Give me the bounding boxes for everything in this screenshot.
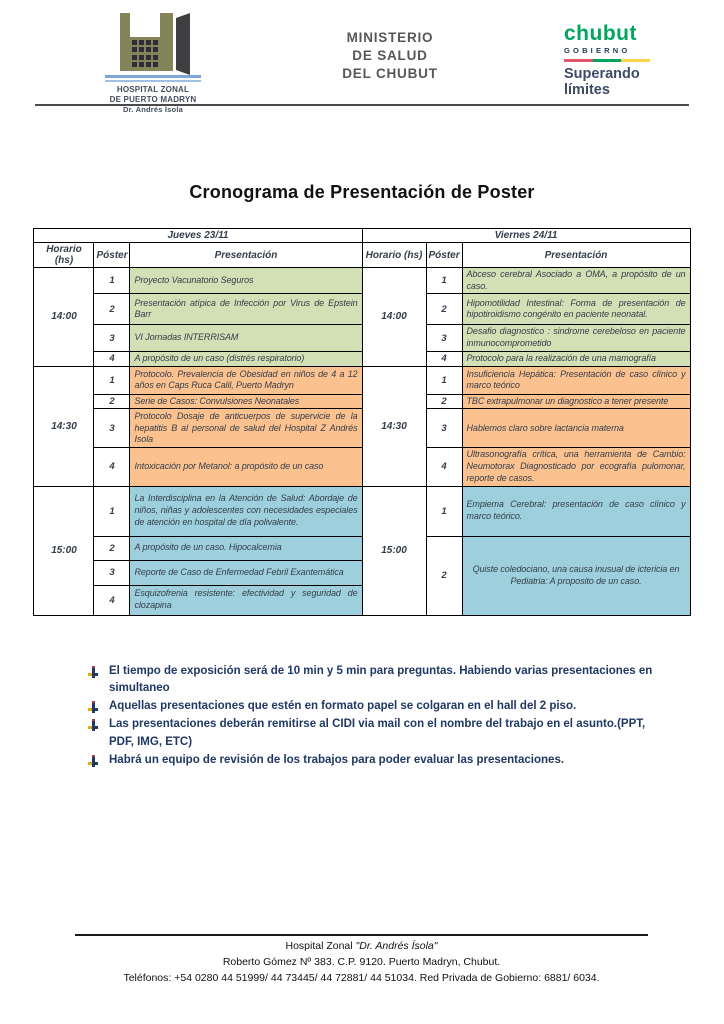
table-row: [34, 536, 690, 560]
poster-number: 2: [94, 294, 130, 325]
presentation-cell: Proyecto Vacunatorio Seguros: [130, 268, 362, 294]
col-header-poster-right: Póster: [426, 243, 462, 268]
time-cell: 14:30: [362, 366, 426, 486]
poster-number: 2: [426, 294, 462, 325]
ministry-line2: DE SALUD: [352, 48, 428, 64]
notes-list: [88, 663, 664, 770]
presentation-cell: Protocolo Dosaje de anticuerpos de supervicie de la hepatitis B al personal de salud del Hospital Z Andrés Isola: [130, 409, 362, 448]
page-header: [0, 0, 724, 114]
column-header-row: [34, 243, 690, 268]
col-header-poster-left: Póster: [94, 243, 130, 268]
page-footer: [75, 934, 648, 986]
building-windows: [130, 37, 160, 71]
time-cell: 14:00: [34, 268, 94, 367]
poster-number: 4: [426, 351, 462, 366]
poster-number: 4: [94, 585, 130, 615]
time-cell: 15:00: [34, 486, 94, 615]
table-row: [34, 366, 690, 394]
presentation-cell: TBC extrapulmonar un diagnostico a tener presente: [462, 394, 690, 409]
presentation-cell: Insuficiencia Hepática: Presentación de caso clínico y marco teórico: [462, 366, 690, 394]
hospital-logo-text: [110, 85, 197, 114]
footer-phones: Teléfonos: +54 0280 44 51999/ 44 73445/ 44 72881/ 44 51034. Red Privada de Gobierno: 6881/ 6034.: [123, 971, 600, 984]
poster-number: 4: [94, 448, 130, 486]
hospital-name-line1: HOSPITAL ZONAL: [116, 85, 190, 94]
hospital-building-icon: [114, 13, 192, 71]
presentation-cell: Hipomotilidad Intestinal: Forma de presentación de hipotiroidismo congénito en paciente neonatal.: [462, 294, 690, 325]
logo-underline-2: [105, 80, 201, 82]
note-text: Las presentaciones deberán remitirse al CIDI via mail con el nombre del trabajo en el asunto.(PPT, PDF, IMG, ETC): [109, 717, 646, 748]
time-cell: 15:00: [362, 486, 426, 615]
note-text: El tiempo de exposición será de 10 min y 5 min para preguntas. Habiendo varias presentaciones en simultaneo: [109, 664, 653, 695]
building-left-tower: [120, 13, 130, 71]
presentation-cell: Empiema Cerebral: presentación de caso clínico y marco teórico.: [462, 486, 690, 536]
poster-number: 2: [426, 394, 462, 409]
chubut-logo: [552, 23, 672, 98]
ministry-line1: MINISTERIO: [346, 30, 434, 45]
presentation-cell: Reporte de Caso de Enfermedad Febril Exantemática: [130, 560, 362, 585]
presentation-cell: La Interdisciplina en la Atención de Salud: Abordaje de niños, niñas y adolescentes con necesidades especiales de atención en hospital de día polivalente.: [130, 486, 362, 536]
day-header-row: [34, 229, 690, 243]
poster-number: 1: [426, 268, 462, 294]
poster-number: 1: [94, 268, 130, 294]
table-row: [34, 448, 690, 486]
poster-number: 1: [94, 486, 130, 536]
building-right-tower: [160, 13, 173, 71]
presentation-cell: Protocolo para la realización de una mamografía: [462, 351, 690, 366]
hospital-logo: [78, 13, 228, 114]
presentation-cell: A propósito de un caso. Hipocalcemia: [130, 536, 362, 560]
poster-number: 2: [426, 536, 462, 615]
logo-underline-1: [105, 75, 201, 78]
note-bullet-icon: [88, 755, 98, 767]
poster-number: 1: [94, 366, 130, 394]
poster-number: 3: [426, 325, 462, 351]
chubut-gobierno-label: GOBIERNO: [564, 46, 631, 55]
table-row: [34, 294, 690, 325]
col-header-pres-right: Presentación: [462, 243, 690, 268]
tricolor-divider: [564, 59, 650, 62]
poster-number: 3: [94, 560, 130, 585]
presentation-cell: Intoxicación por Metanol: a propósito de un caso: [130, 448, 362, 486]
presentation-cell: Serie de Casos: Convulsiones Neonatales: [130, 394, 362, 409]
table-row: [34, 268, 690, 294]
ministry-line3: DEL CHUBUT: [342, 66, 438, 82]
table-row: [34, 351, 690, 366]
poster-number: 3: [426, 409, 462, 448]
page-title: Cronograma de Presentación de Poster: [189, 182, 535, 202]
note-item: [88, 698, 664, 716]
table-row: [34, 325, 690, 351]
presentation-cell: Esquizofrenia resistente: efectividad y seguridad de clozapina: [130, 585, 362, 615]
note-bullet-icon: [88, 719, 98, 731]
presentation-cell: Protocolo. Prevalencia de Obesidad en niños de 4 a 12 años en Caps Ruca Calil, Puerto Madryn: [130, 366, 362, 394]
day-header-left: Jueves 23/11: [34, 229, 362, 243]
time-cell: 14:00: [362, 268, 426, 367]
schedule-table: [33, 228, 690, 616]
col-header-time-right: Horario (hs): [362, 243, 426, 268]
poster-number: 2: [94, 536, 130, 560]
poster-number: 3: [94, 409, 130, 448]
hospital-name-line2: DE PUERTO MADRYN: [109, 95, 197, 104]
presentation-cell: Hablemos claro sobre lactancia materna: [462, 409, 690, 448]
note-bullet-icon: [88, 701, 98, 713]
table-row: [34, 394, 690, 409]
building-door-panel: [176, 13, 190, 75]
presentation-cell: Quiste coledociano, una causa inusual de ictericia en Pediatria: A proposito de un caso.: [462, 536, 690, 615]
poster-number: 1: [426, 366, 462, 394]
poster-number: 3: [94, 325, 130, 351]
presentation-cell: Presentación atípica de Infección por Virus de Epstein Barr: [130, 294, 362, 325]
poster-number: 4: [94, 351, 130, 366]
time-cell: 14:30: [34, 366, 94, 486]
chubut-slogan: Superando límites: [564, 66, 640, 98]
note-text: Habrá un equipo de revisión de los trabajos para poder evaluar las presentaciones.: [109, 753, 565, 766]
poster-number: 2: [94, 394, 130, 409]
presentation-cell: Abceso cerebral Asociado a OMA, a propósito de un caso.: [462, 268, 690, 294]
note-item: [88, 716, 664, 752]
hospital-name-line3: Dr. Andrés Ísola: [122, 105, 183, 114]
presentation-cell: Ultrasonografía crítica, una herramienta de Cambio: Neumotorax Diagnosticado por ecografía pulomonar, reporte de casos.: [462, 448, 690, 486]
day-header-right: Viernes 24/11: [362, 229, 690, 243]
note-text: Aquellas presentaciones que estén en formato papel se colgaran en el hall del 2 piso.: [109, 700, 577, 713]
note-item: [88, 663, 664, 699]
footer-hospital-name: Hospital Zonal "Dr. Andrés Ísola": [285, 940, 438, 952]
table-row: [34, 486, 690, 536]
note-item: [88, 752, 664, 770]
presentation-cell: A propósito de un caso (distrés respiratorio): [130, 351, 362, 366]
ministry-wordmark: [342, 29, 438, 84]
poster-number: 4: [426, 448, 462, 486]
chubut-wordmark: chubut: [564, 22, 637, 45]
col-header-time-left: Horario (hs): [34, 243, 94, 268]
presentation-cell: Desafio diagnostico : sindrome cerebeloso en paciente inmunocomprometido: [462, 325, 690, 351]
table-row: [34, 409, 690, 448]
presentation-cell: VI Jornadas INTERRISAM: [130, 325, 362, 351]
note-bullet-icon: [88, 666, 98, 678]
footer-address: Roberto Gómez Nº 383. C.P. 9120. Puerto Madryn, Chubut.: [222, 955, 501, 968]
poster-number: 1: [426, 486, 462, 536]
col-header-pres-left: Presentación: [130, 243, 362, 268]
